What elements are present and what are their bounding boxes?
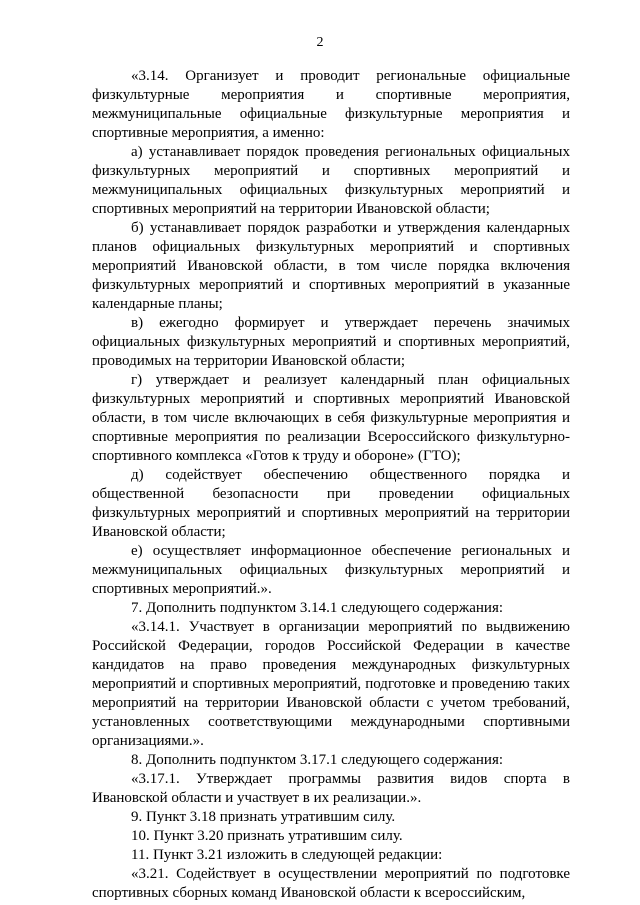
- paragraph-3-14-g: г) утверждает и реализует календарный план официальных физкультурных мероприятий и спортивных мероприятий Ивановской области, в том числе включающих в себя физкультурные мероприятия и спортивные мероприятия по реализации Всероссийского физкультурно-спортивного комплекса «Готов к труду и обороне» (ГТО);: [92, 372, 570, 464]
- document-body: [92, 67, 570, 903]
- paragraph-item-7: 7. Дополнить подпунктом 3.14.1 следующего содержания:: [131, 600, 504, 616]
- page-number: 2: [316, 35, 324, 50]
- paragraph-item-8: 8. Дополнить подпунктом 3.17.1 следующего содержания:: [131, 752, 504, 768]
- paragraph-3-14: «3.14. Организует и проводит региональные официальные физкультурные мероприятия и спортивные мероприятия, межмуниципальные официальные физкультурные мероприятия и спортивные мероприятия, а именно:: [92, 68, 570, 141]
- paragraph-3-14-d: д) содействует обеспечению общественного порядка и общественной безопасности при проведении официальных физкультурных мероприятий и спортивных мероприятий на территории Ивановской области;: [92, 467, 570, 540]
- paragraph-item-10: 10. Пункт 3.20 признать утратившим силу.: [131, 828, 403, 844]
- paragraph-3-14-1: «3.14.1. Участвует в организации мероприятий по выдвижению Российской Федерации, городов Российской Федерации в качестве кандидатов на право проведения международных физкультурных мероприятий и спортивных мероприятий, подготовке и проведению таких мероприятий на территории Ивановской области с учетом требований, установленных соответствующими международными спортивными организациями.».: [92, 619, 570, 749]
- paragraph-3-21: «3.21. Содействует в осуществлении мероприятий по подготовке спортивных сборных команд Ивановской области к всероссийским,: [92, 866, 570, 901]
- paragraph-3-14-a: а) устанавливает порядок проведения региональных официальных физкультурных мероприятий и спортивных мероприятий и межмуниципальных официальных физкультурных мероприятий и спортивных мероприятий на территории Ивановской области;: [92, 144, 570, 217]
- paragraph-3-14-v: в) ежегодно формирует и утверждает перечень значимых официальных физкультурных мероприятий и спортивных мероприятий, проводимых на территории Ивановской области;: [92, 315, 570, 369]
- paragraph-3-17-1: «3.17.1. Утверждает программы развития видов спорта в Ивановской области и участвует в их реализации.».: [92, 771, 570, 806]
- paragraph-item-9: 9. Пункт 3.18 признать утратившим силу.: [131, 809, 396, 825]
- paragraph-item-11: 11. Пункт 3.21 изложить в следующей редакции:: [131, 847, 443, 863]
- paragraph-3-14-b: б) устанавливает порядок разработки и утверждения календарных планов официальных физкультурных мероприятий и спортивных мероприятий Ивановской области, в том числе порядка включения физкультурных мероприятий и спортивных мероприятий в указанные календарные планы;: [92, 220, 570, 312]
- paragraph-3-14-e: е) осуществляет информационное обеспечение региональных и межмуниципальных официальных физкультурных мероприятий и спортивных мероприятий.».: [92, 543, 570, 597]
